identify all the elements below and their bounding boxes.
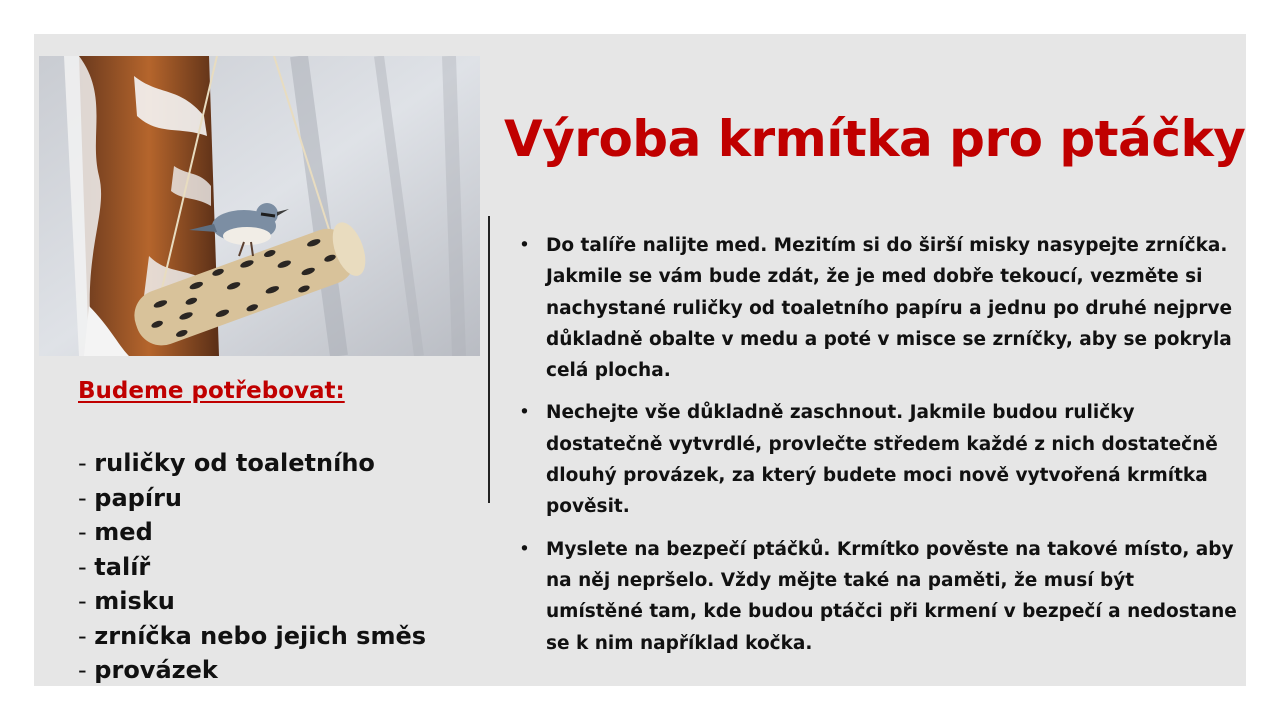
bullet-icon: •	[519, 402, 530, 424]
needs-heading: Budeme potřebovat:	[78, 378, 345, 404]
bird-feeder-photo	[39, 56, 480, 356]
slide-title: Výroba krmítka pro ptáčky	[504, 110, 1246, 168]
instructions-list	[519, 230, 1237, 670]
list-item: - talíř	[78, 552, 151, 581]
list-item: - zrníčka nebo jejich směs	[78, 621, 427, 650]
bullet-icon: •	[519, 235, 530, 256]
instruction-item: • Myslete na bezpečí ptáčků. Krmítko pověste na takové místo, aby na něj nepršelo. Vždy mějte také na paměti, že musí být umístěné tam, kde budou ptáčci při krmení v bezpečí a nedostane se k nim například kočka.	[519, 534, 1237, 659]
instruction-item: • Nechejte vše důkladně zaschnout. Jakmile budou ruličky dostatečně vytvrdlé, provlečte středem každé z nich dostatečně dlouhý provázek, za který budete moci nově vytvořená krmítka pověsit.	[519, 397, 1237, 522]
vertical-divider	[488, 216, 490, 503]
instruction-item: • Do talíře nalijte med. Mezitím si do širší misky nasypejte zrníčka. Jakmile se vám bude zdát, že je med dobře tekoucí, vezměte si nachystané ruličky od toaletního papíru a jednu po druhé nejprve důkladně obalte v medu a poté v misce se zrníčky, aby se pokryla celá plocha.	[519, 230, 1237, 386]
needs-list	[78, 446, 426, 688]
slide	[34, 34, 1246, 686]
bird-feeder-illustration	[39, 56, 480, 356]
list-item: - ruličky od toaletního	[78, 449, 375, 477]
list-item: - provázek	[78, 656, 218, 684]
bullet-icon: •	[519, 538, 530, 560]
list-item: - misku	[78, 587, 175, 615]
list-item: - med	[78, 518, 153, 546]
list-item: - papíru	[78, 483, 182, 512]
